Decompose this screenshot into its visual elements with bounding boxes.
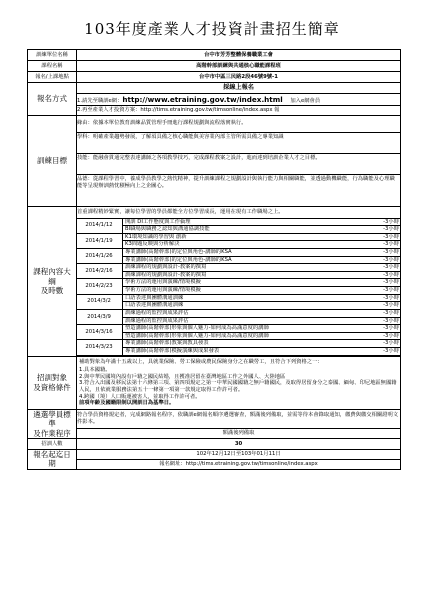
course-row — [77, 317, 401, 325]
period-url[interactable]: 報名網址：http://tims.etraining.gov.tw/timsonline/index.aspx — [77, 459, 401, 469]
quota-label: 招訓人數 — [28, 438, 77, 449]
eligibility-intro: 補助對象為年滿十五歲以上，具就業保險、勞工保險或農民保險身分之在職勞工，且符合下列資格之一： — [79, 358, 323, 365]
course-topic: K3問題反映與分析解決 — [125, 241, 180, 248]
eligibility-label-line-2: 及資格條件 — [33, 382, 71, 392]
course-date: 2014/3/2 — [77, 294, 123, 309]
course-topic: 訓練課程的規劃與設計-教案的撰寫 — [125, 271, 207, 278]
course-row — [77, 309, 401, 317]
eligibility-item-1: 1.具本國籍。 — [79, 367, 111, 374]
selection-text: 符合學員資格規定者，完成網路報名程序，依職訓e網報名順序遴選審查，額滿後列備取，並需等待本會錄取通知，繳費與繳交相關證明文件影本。 — [77, 412, 399, 426]
course-topic: BI職場與職務之認知與溝通協調技能 — [125, 226, 210, 233]
eligibility-item-4: 4.跨國（境）人口販運被害人，並取得工作許可者。 — [79, 393, 201, 400]
course-hours: -3小時 — [383, 309, 399, 316]
course-date: 2014/2/23 — [77, 279, 123, 294]
course-date: 2014/1/19 — [77, 233, 123, 248]
selection-label-line-1: 遴選學員標準 — [33, 409, 71, 429]
course-row — [77, 294, 401, 302]
course-hours: -3小時 — [383, 317, 399, 324]
eligibility-item-2: 2.與中華民國境內設有戶籍之國民結婚，且獲准居留在臺灣地區工作之外國人、大陸地區 — [79, 373, 286, 380]
row-objectives — [28, 115, 401, 206]
course-topic: 專業講師(高階幹部)教案與教具發表 — [125, 340, 209, 347]
row-signup — [28, 83, 401, 116]
course-row — [77, 287, 401, 295]
signup-label: 報名方式 — [28, 83, 77, 116]
course-hours: -3小時 — [383, 241, 399, 248]
row-course — [28, 61, 401, 72]
course-date: 2014/3/9 — [77, 309, 123, 324]
course-hours: -3小時 — [383, 233, 399, 240]
course-hours: -3小時 — [383, 294, 399, 301]
selection-label-line-2: 及作業程序 — [33, 428, 71, 438]
course-row — [77, 340, 401, 348]
course-hours: -3小時 — [383, 340, 399, 347]
course-hours: -3小時 — [383, 347, 399, 354]
course-date: 2014/3/23 — [77, 340, 123, 355]
course-row — [77, 226, 401, 234]
course-date: 2014/3/16 — [77, 325, 123, 340]
row-content — [28, 206, 401, 356]
course-row — [77, 249, 401, 257]
objectives-label: 訓練目標 — [28, 115, 77, 206]
course-topic: 專業講師(高階幹部)模擬演練與成果發表 — [125, 347, 220, 354]
content-intro: 首重課程精妙緊實，讓每位學習的學員都能全方位學習成長，運用在現有工作職場之上。 — [77, 208, 284, 215]
course-date: 2014/1/26 — [77, 249, 123, 264]
address-value: 台中市中區三民路2段46號9號-1 — [77, 72, 401, 83]
course-topic: 開訓 DI工作態度與工作倫理 — [125, 218, 191, 225]
course-schedule — [77, 219, 401, 356]
course-topic: 專業講師(高階幹部)的定位與角色-講師的KSA — [125, 256, 232, 263]
course-row — [77, 219, 401, 226]
brochure-table — [27, 49, 401, 470]
content-label-line-2: 及時數 — [40, 285, 64, 295]
course-topic: 口語表達與團體溝通訓練 — [125, 294, 184, 301]
address-label: 報名/上課地點 — [28, 72, 77, 83]
course-row — [77, 233, 401, 241]
signup-method-title: 採線上報名 — [223, 84, 254, 91]
course-hours: -3小時 — [383, 271, 399, 278]
objective-origin: 緣由：依據本單位教育訓練品質管理手冊進行課程規劃與流程落實執行。 — [77, 119, 247, 126]
selection-footer: 額滿後列備取 — [77, 428, 401, 438]
course-topic: 專業講師(高階幹部)的定位與角色-講師的KSA — [125, 249, 232, 256]
period-dates: 102年12月12日至103年01月11日 — [196, 451, 281, 458]
signup-line-2: 2.再至產業人才投資方案：http://tims.etraining.gov.tw/timsonline/index.aspx 報 — [77, 105, 401, 115]
page-title: 103年度產業人才投資計畫招生簡章 — [84, 20, 340, 38]
course-topic: K1環境知識的學習與 創新 — [125, 233, 187, 240]
course-date: 2014/1/12 — [77, 219, 123, 234]
course-hours: -3小時 — [383, 279, 399, 286]
objective-skills: 技能：能融會貫通完整表達講師之各項教學技巧，完成課程教案之設計，進而達到培訓企業人才之目標。 — [77, 153, 401, 174]
eligibility-label-line-1: 招訓對象 — [37, 373, 67, 383]
row-quota — [28, 438, 401, 449]
course-row — [77, 332, 401, 340]
row-eligibility — [28, 356, 401, 409]
course-row — [77, 271, 401, 279]
signup-line-1-prefix: 1.請先至職訓e網： — [77, 97, 123, 104]
signup-line-1 — [77, 93, 401, 106]
selection-label — [28, 409, 77, 438]
course-row — [77, 279, 401, 287]
course-row — [77, 264, 401, 272]
eligibility-label — [28, 356, 77, 409]
content-label — [28, 206, 77, 356]
course-hours: -3小時 — [383, 332, 399, 339]
course-label: 課程名稱 — [28, 61, 77, 72]
row-selection — [28, 409, 401, 438]
objective-ethics: 品德：從課程學習中，養成學員教學之熱忱精神，提升訓練課程之規劃設計與執行能力與相關職能，並透過動機職能，行為職能及心理職能等呈現辦訓熱忱積極向上之企圖心。 — [77, 174, 401, 203]
course-row — [77, 347, 401, 355]
quota-value: 30 — [77, 438, 401, 449]
course-topic: 塑造講師(高階幹部)形象與個人魅力-如何成為高滿意度的講師 — [125, 325, 269, 332]
course-hours: -3小時 — [383, 249, 399, 256]
signup-line-1-suffix: 加入e網會員 — [290, 97, 321, 104]
course-hours: -3小時 — [383, 325, 399, 332]
course-topic: 學術方法的運用與演練/情境模擬 — [125, 279, 201, 286]
course-hours: -3小時 — [383, 226, 399, 233]
course-topic: 訓練過程的監控與成果評估 — [125, 317, 189, 324]
course-hours: -3小時 — [383, 256, 399, 263]
course-row — [77, 302, 401, 310]
row-unit — [28, 50, 401, 61]
course-hours: -3小時 — [383, 302, 399, 309]
course-date: 2014/2/16 — [77, 264, 123, 279]
course-row — [77, 325, 401, 333]
course-topic: 學術方法的運用與演練/情境模擬 — [125, 287, 201, 294]
course-hours: -3小時 — [383, 218, 399, 225]
course-topic: 訓練課程的規劃與設計-教案的撰寫 — [125, 264, 207, 271]
content-label-line-1: 課程內容大綱 — [33, 267, 71, 286]
course-topic: 口語表達與團體溝通訓練 — [125, 302, 184, 309]
course-hours: -3小時 — [383, 264, 399, 271]
row-period — [28, 449, 401, 469]
row-address — [28, 72, 401, 83]
objective-knowledge: 學科：明確產業趨勢發展，了解須具備之核心職能與美容業內部主管所需具備之專業知識 — [77, 132, 401, 153]
eligibility-item-3: 3.符合入出國及移民法第十六條第三項、第四項規定之第一中華民國國籍之無戶籍國民，及取得居留身分之泰國、緬甸、印尼地區無國籍人民，且依就業服務法第五十一條第一項第一款規定取得工作許可者。 — [79, 380, 397, 393]
course-row — [77, 241, 401, 249]
course-hours: -3小時 — [383, 287, 399, 294]
unit-value: 台中市芳芳整體保養職業工會 — [77, 50, 401, 61]
eligibility-note: 前項年齡及國籍限制以開訓日為基準日。 — [79, 400, 175, 407]
unit-label: 訓練單位名稱 — [28, 50, 77, 61]
course-row — [77, 256, 401, 264]
course-topic: 塑造講師(高階幹部)形象與個人魅力-如何成為高滿意度的講師 — [125, 332, 269, 339]
course-value: 高階幹部訓練與共通核心職能課程班 — [77, 61, 401, 72]
course-topic: 訓練過程的監控與成果評估 — [125, 309, 189, 316]
period-label: 報名起迄日期 — [28, 449, 77, 469]
etraining-link[interactable]: http://www.etraining.gov.tw/index.html — [122, 94, 283, 104]
